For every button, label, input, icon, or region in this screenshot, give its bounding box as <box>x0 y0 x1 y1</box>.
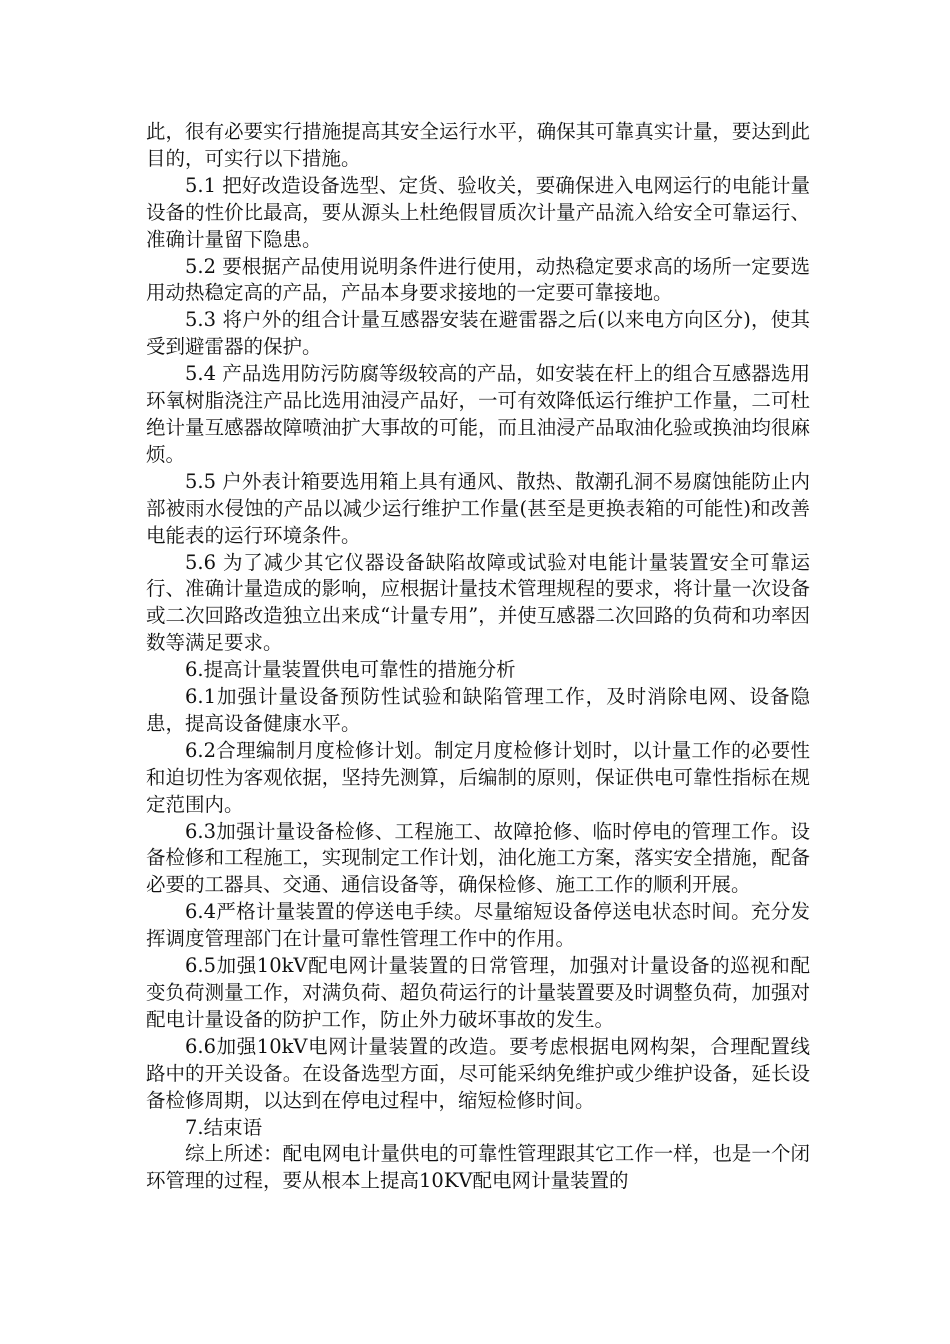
document-body <box>146 119 810 1195</box>
section-heading-6: 6.提高计量装置供电可靠性的措施分析 <box>185 658 516 682</box>
paragraph-5-5: 5.5 户外表计箱要选用箱上具有通风、散热、散潮孔洞不易腐蚀能防止内部被雨水侵蚀的产品以减少运行维护工作量(甚至是更换表箱的可能性)和改善电能表的运行环境条件。 <box>146 469 810 547</box>
section-heading-7: 7.结束语 <box>185 1115 263 1139</box>
paragraph-6-4: 6.4严格计量装置的停送电手续。尽量缩短设备停送电状态时间。充分发挥调度管理部门在计量可靠性管理工作中的作用。 <box>146 900 810 951</box>
paragraph-5-1: 5.1 把好改造设备选型、定货、验收关，要确保进入电网运行的电能计量设备的性价比最高，要从源头上杜绝假冒质次计量产品流入给安全可靠运行、准确计量留下隐患。 <box>146 173 810 251</box>
paragraph-5-6: 5.6 为了减少其它仪器设备缺陷故障或试验对电能计量装置安全可靠运行、准确计量造成的影响，应根据计量技术管理规程的要求，将计量一次设备或二次回路改造独立出来成“计量专用”，并使互感器二次回路的负荷和功率因数等满足要求。 <box>146 550 810 655</box>
paragraph-6-2: 6.2合理编制月度检修计划。制定月度检修计划时，以计量工作的必要性和迫切性为客观依据，坚持先测算，后编制的原则，保证供电可靠性指标在规定范围内。 <box>146 738 810 816</box>
paragraph-5-3: 5.3 将户外的组合计量互感器安装在避雷器之后(以来电方向区分)，使其受到避雷器的保护。 <box>146 308 810 359</box>
paragraph-6-5: 6.5加强10kV配电网计量装置的日常管理，加强对计量设备的巡视和配变负荷测量工作，对满负荷、超负荷运行的计量装置要及时调整负荷，加强对配电计量设备的防护工作，防止外力破坏事故的发生。 <box>146 954 810 1031</box>
paragraph-5-2: 5.2 要根据产品使用说明条件进行使用，动热稳定要求高的场所一定要选用动热稳定高的产品，产品本身要求接地的一定要可靠接地。 <box>146 254 810 305</box>
paragraph-continuation: 此，很有必要实行措施提高其安全运行水平，确保其可靠真实计量，要达到此目的，可实行以下措施。 <box>146 120 810 170</box>
paragraph-6-6: 6.6加强10kV电网计量装置的改造。要考虑根据电网构架，合理配置线路中的开关设备。在设备选型方面，尽可能采纳免维护或少维护设备，延长设备检修周期，以达到在停电过程中，缩短检修时间。 <box>146 1034 810 1112</box>
paragraph-6-1: 6.1加强计量设备预防性试验和缺陷管理工作，及时消除电网、设备隐患，提高设备健康水平。 <box>146 685 810 735</box>
paragraph-conclusion: 综上所述：配电网电计量供电的可靠性管理跟其它工作一样，也是一个闭环管理的过程，要从根本上提高10KV配电网计量装置的 <box>146 1142 810 1193</box>
paragraph-5-4: 5.4 产品选用防污防腐等级较高的产品，如安装在杆上的组合互感器选用环氧树脂浇注产品比选用油浸产品好，一可有效降低运行维护工作量，二可杜绝计量互感器故障喷油扩大事故的可能，而且油浸产品取油化验或换油均很麻烦。 <box>146 362 810 466</box>
paragraph-6-3: 6.3加强计量设备检修、工程施工、故障抢修、临时停电的管理工作。设备检修和工程施工，实现制定工作计划，油化施工方案，落实安全措施，配备必要的工器具、交通、通信设备等，确保检修、施工工作的顺利开展。 <box>146 819 810 897</box>
